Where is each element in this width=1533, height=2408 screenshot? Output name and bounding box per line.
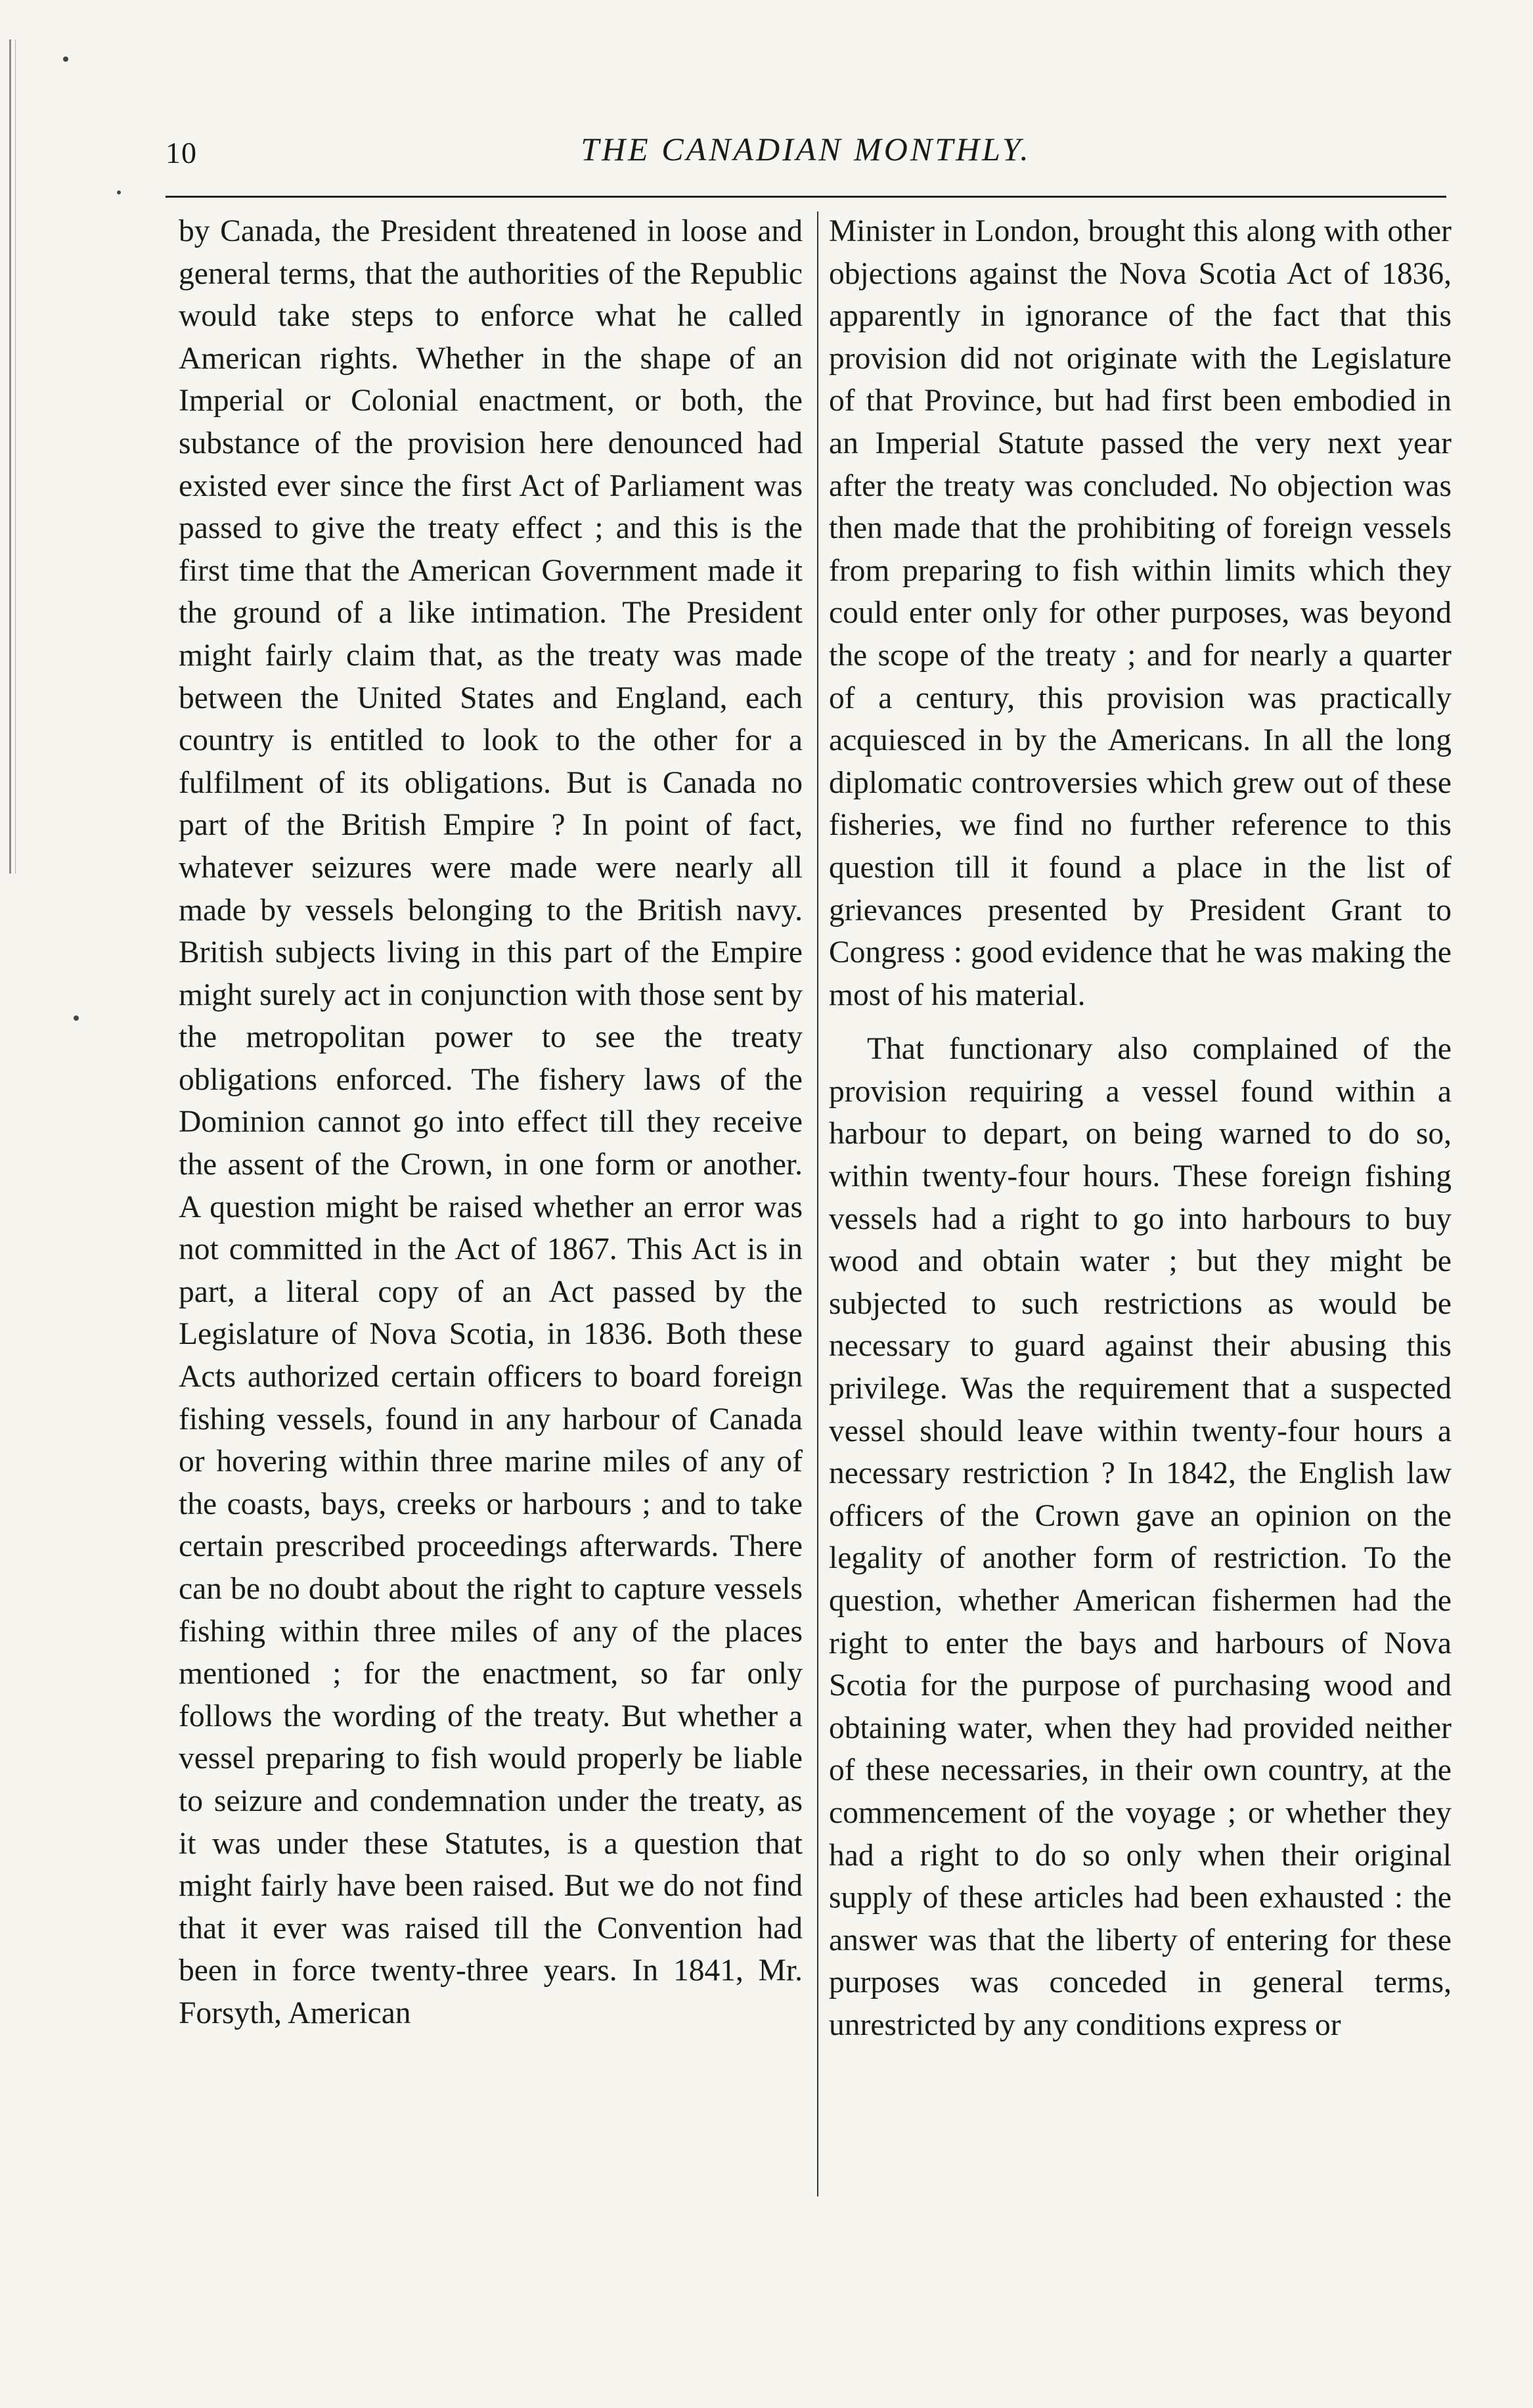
left-column <box>179 210 803 2035</box>
binding-edge <box>9 39 16 874</box>
right-column <box>829 210 1452 2047</box>
right-paragraph-1: Minister in London, brought this along with other objections against the Nova Scotia Act of 1836, apparently in ignorance of the fact that this provision did not originate with the Legislature of that Province, but had first been embodied in an Imperial Statute passed the very next year after the treaty was concluded. No objection was then made that the prohibiting of foreign vessels from preparing to fish within limits which they could enter only for other purposes, was beyond the scope of the treaty ; and for nearly a quarter of a century, this provision was practically acquiesced in by the Americans. In all the long diplomatic controversies which grew out of these fisheries, we find no further reference to this question till it found a place in the list of grievances presented by President Grant to Congress : good evidence that he was making the most of his material. <box>829 214 1452 1012</box>
page-header <box>166 130 1446 183</box>
header-rule <box>166 196 1446 198</box>
page-number: 10 <box>166 136 197 169</box>
scan-speck <box>117 190 121 194</box>
column-divider <box>817 212 818 2196</box>
running-title: THE CANADIAN MONTHLY. <box>581 131 1031 167</box>
right-paragraph-2: That functionary also complained of the provision requiring a vessel found within a harbour to depart, on being warned to do so, within twenty-four hours. These foreign fishing vessels had a right to go into harbours to buy wood and obtain water ; but they might be subjected to such restrictions as would be necessary to guard against their abusing this privilege. Was the requirement that a suspected vessel should leave within twenty-four hours a necessary restriction ? In 1842, the English law officers of the Crown gave an opinion on the legality of another form of restriction. To the question, whether American fishermen had the right to enter the bays and harbours of Nova Scotia for the purpose of purchasing wood and obtaining water, when they had provided neither of these necessaries, in their own country, at the commencement of the voyage ; or whether they had a right to do so only when their original supply of these articles had been exhausted : the answer was that the liberty of entering for these purposes was conceded in general terms, unrestricted by any conditions express or <box>829 1032 1452 2042</box>
scan-speck <box>63 56 68 62</box>
scan-speck <box>74 1015 79 1021</box>
left-paragraph-1: by Canada, the President threatened in loose and general terms, that the authorities of the Republic would take steps to enforce what he called American rights. Whether in the shape of an Imperial or Colonial enactment, or both, the substance of the provision here denounced had existed ever since the first Act of Parliament was passed to give the treaty effect ; and this is the first time that the American Government made it the ground of a like intimation. The President might fairly claim that, as the treaty was made between the United States and England, each country is entitled to look to the other for a fulfilment of its obligations. But is Canada no part of the British Empire ? In point of fact, whatever seizures were made were nearly all made by vessels belonging to the British navy. British subjects living in this part of the Empire might surely act in conjunction with those sent by the metropolitan power to see the treaty obligations enforced. The fishery laws of the Dominion cannot go into effect till they receive the assent of the Crown, in one form or another. A question might be raised whether an error was not committed in the Act of 1867. This Act is in part, a literal copy of an Act passed by the Legislature of Nova Scotia, in 1836. Both these Acts authorized certain officers to board foreign fishing vessels, found in any harbour of Canada or hovering within three marine miles of any of the coasts, bays, creeks or harbours ; and to take certain prescribed proceedings afterwards. There can be no doubt about the right to capture vessels fishing within three miles of any of the places mentioned ; for the enactment, so far only follows the wording of the treaty. But whether a vessel preparing to fish would properly be liable to seizure and condemnation under the treaty, as it was under these Statutes, is a question that might fairly have been raised. But we do not find that it ever was raised till the Convention had been in force twenty-three years. In 1841, Mr. Forsyth, American <box>179 214 803 2030</box>
